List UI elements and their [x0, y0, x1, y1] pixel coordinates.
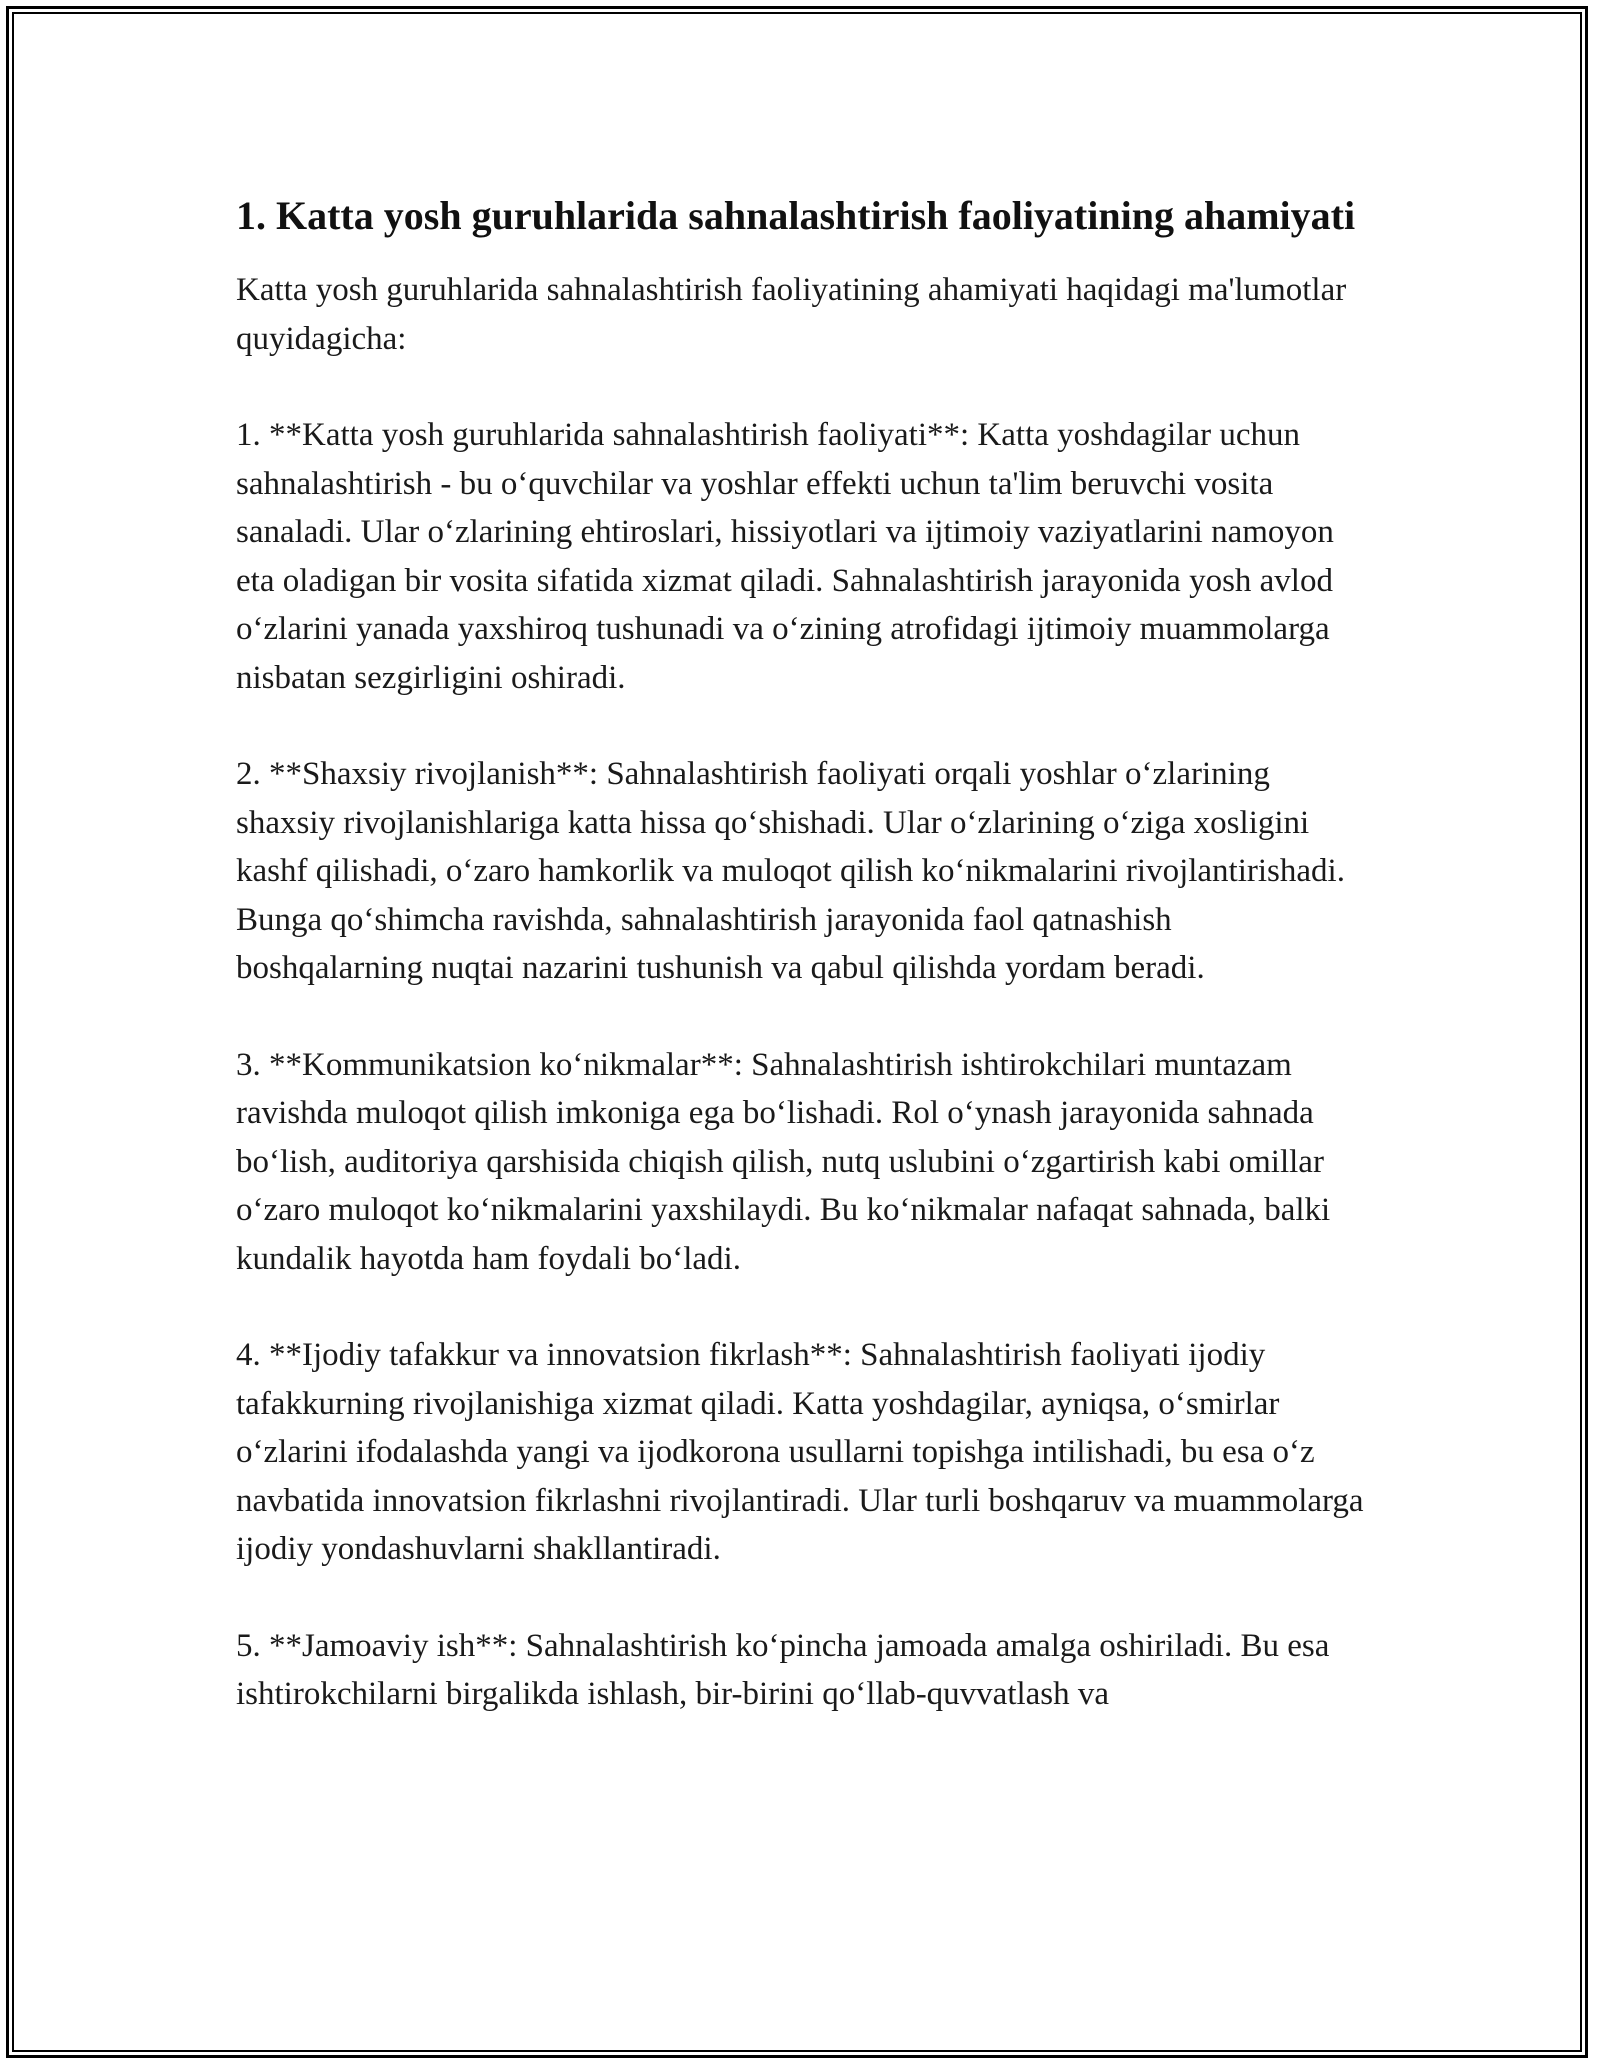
paragraph-5: 5. **Jamoaviy ish**: Sahnalashtirish ko‘pincha jamoada amalga oshiriladi. Bu esa ishtirokchilarni birgalikda ishlash, bir-birini qo‘llab-quvvatlash va [236, 1627, 1330, 1712]
paragraph-1: 1. **Katta yosh guruhlarida sahnalashtirish faoliyati**: Katta yoshdagilar uchun sahnalashtirish - bu o‘quvchilar va yoshlar effekti uchun ta'lim beruvchi vosita sanaladi. Ular o‘zlarining ehtiroslari, hissiyotlari va ijtimoiy vaziyatlarini namoyon eta oladigan bir vosita sifatida xizmat qiladi. Sahnalashtirish jarayonida yosh avlod o‘zlarini yanada yaxshiroq tushunadi va o‘zining atrofidagi ijtimoiy muammolarga nisbatan sezgirligini oshiradi. [236, 417, 1334, 696]
paragraph-2: 2. **Shaxsiy rivojlanish**: Sahnalashtirish faoliyati orqali yoshlar o‘zlarining shaxsiy rivojlanishlariga katta hissa qo‘shishadi. Ular o‘zlarining o‘ziga xosligini kashf qilishadi, o‘zaro hamkorlik va muloqot qilish ko‘nikmalarini rivojlantirishadi. Bunga qo‘shimcha ravishda, sahnalashtirish jarayonida faol qatnashish boshqalarning nuqtai nazarini tushunish va qabul qilishda yordam beradi. [236, 756, 1345, 986]
paragraph-3: 3. **Kommunikatsion ko‘nikmalar**: Sahnalashtirish ishtirokchilari muntazam ravishda muloqot qilish imkoniga ega bo‘lishadi. Rol o‘ynash jarayonida sahnada bo‘lish, auditoriya qarshisida chiqish qilish, nutq uslubini o‘zgartirish kabi omillar o‘zaro muloqot ko‘nikmalarini yaxshilaydi. Bu ko‘nikmalar nafaqat sahnada, balki kundalik hayotda ham foydali bo‘ladi. [236, 1046, 1331, 1277]
section-heading: 1. Katta yosh guruhlarida sahnalashtirish faoliyatining ahamiyati [236, 193, 1356, 238]
intro-paragraph: Katta yosh guruhlarida sahnalashtirish faoliyatining ahamiyati haqidagi ma'lumotlar quyidagicha: [236, 272, 1347, 357]
document-body [236, 188, 1366, 1767]
paragraph-4: 4. **Ijodiy tafakkur va innovatsion fikrlash**: Sahnalashtirish faoliyati ijodiy tafakkurning rivojlanishiga xizmat qiladi. Katta yoshdagilar, ayniqsa, o‘smirlar o‘zlarini ifodalashda yangi va ijodkorona usullarni topishga intilishadi, bu esa o‘z navbatida innovatsion fikrlashni rivojlantiradi. Ular turli boshqaruv va muammolarga ijodiy yondashuvlarni shakllantiradi. [236, 1337, 1364, 1567]
